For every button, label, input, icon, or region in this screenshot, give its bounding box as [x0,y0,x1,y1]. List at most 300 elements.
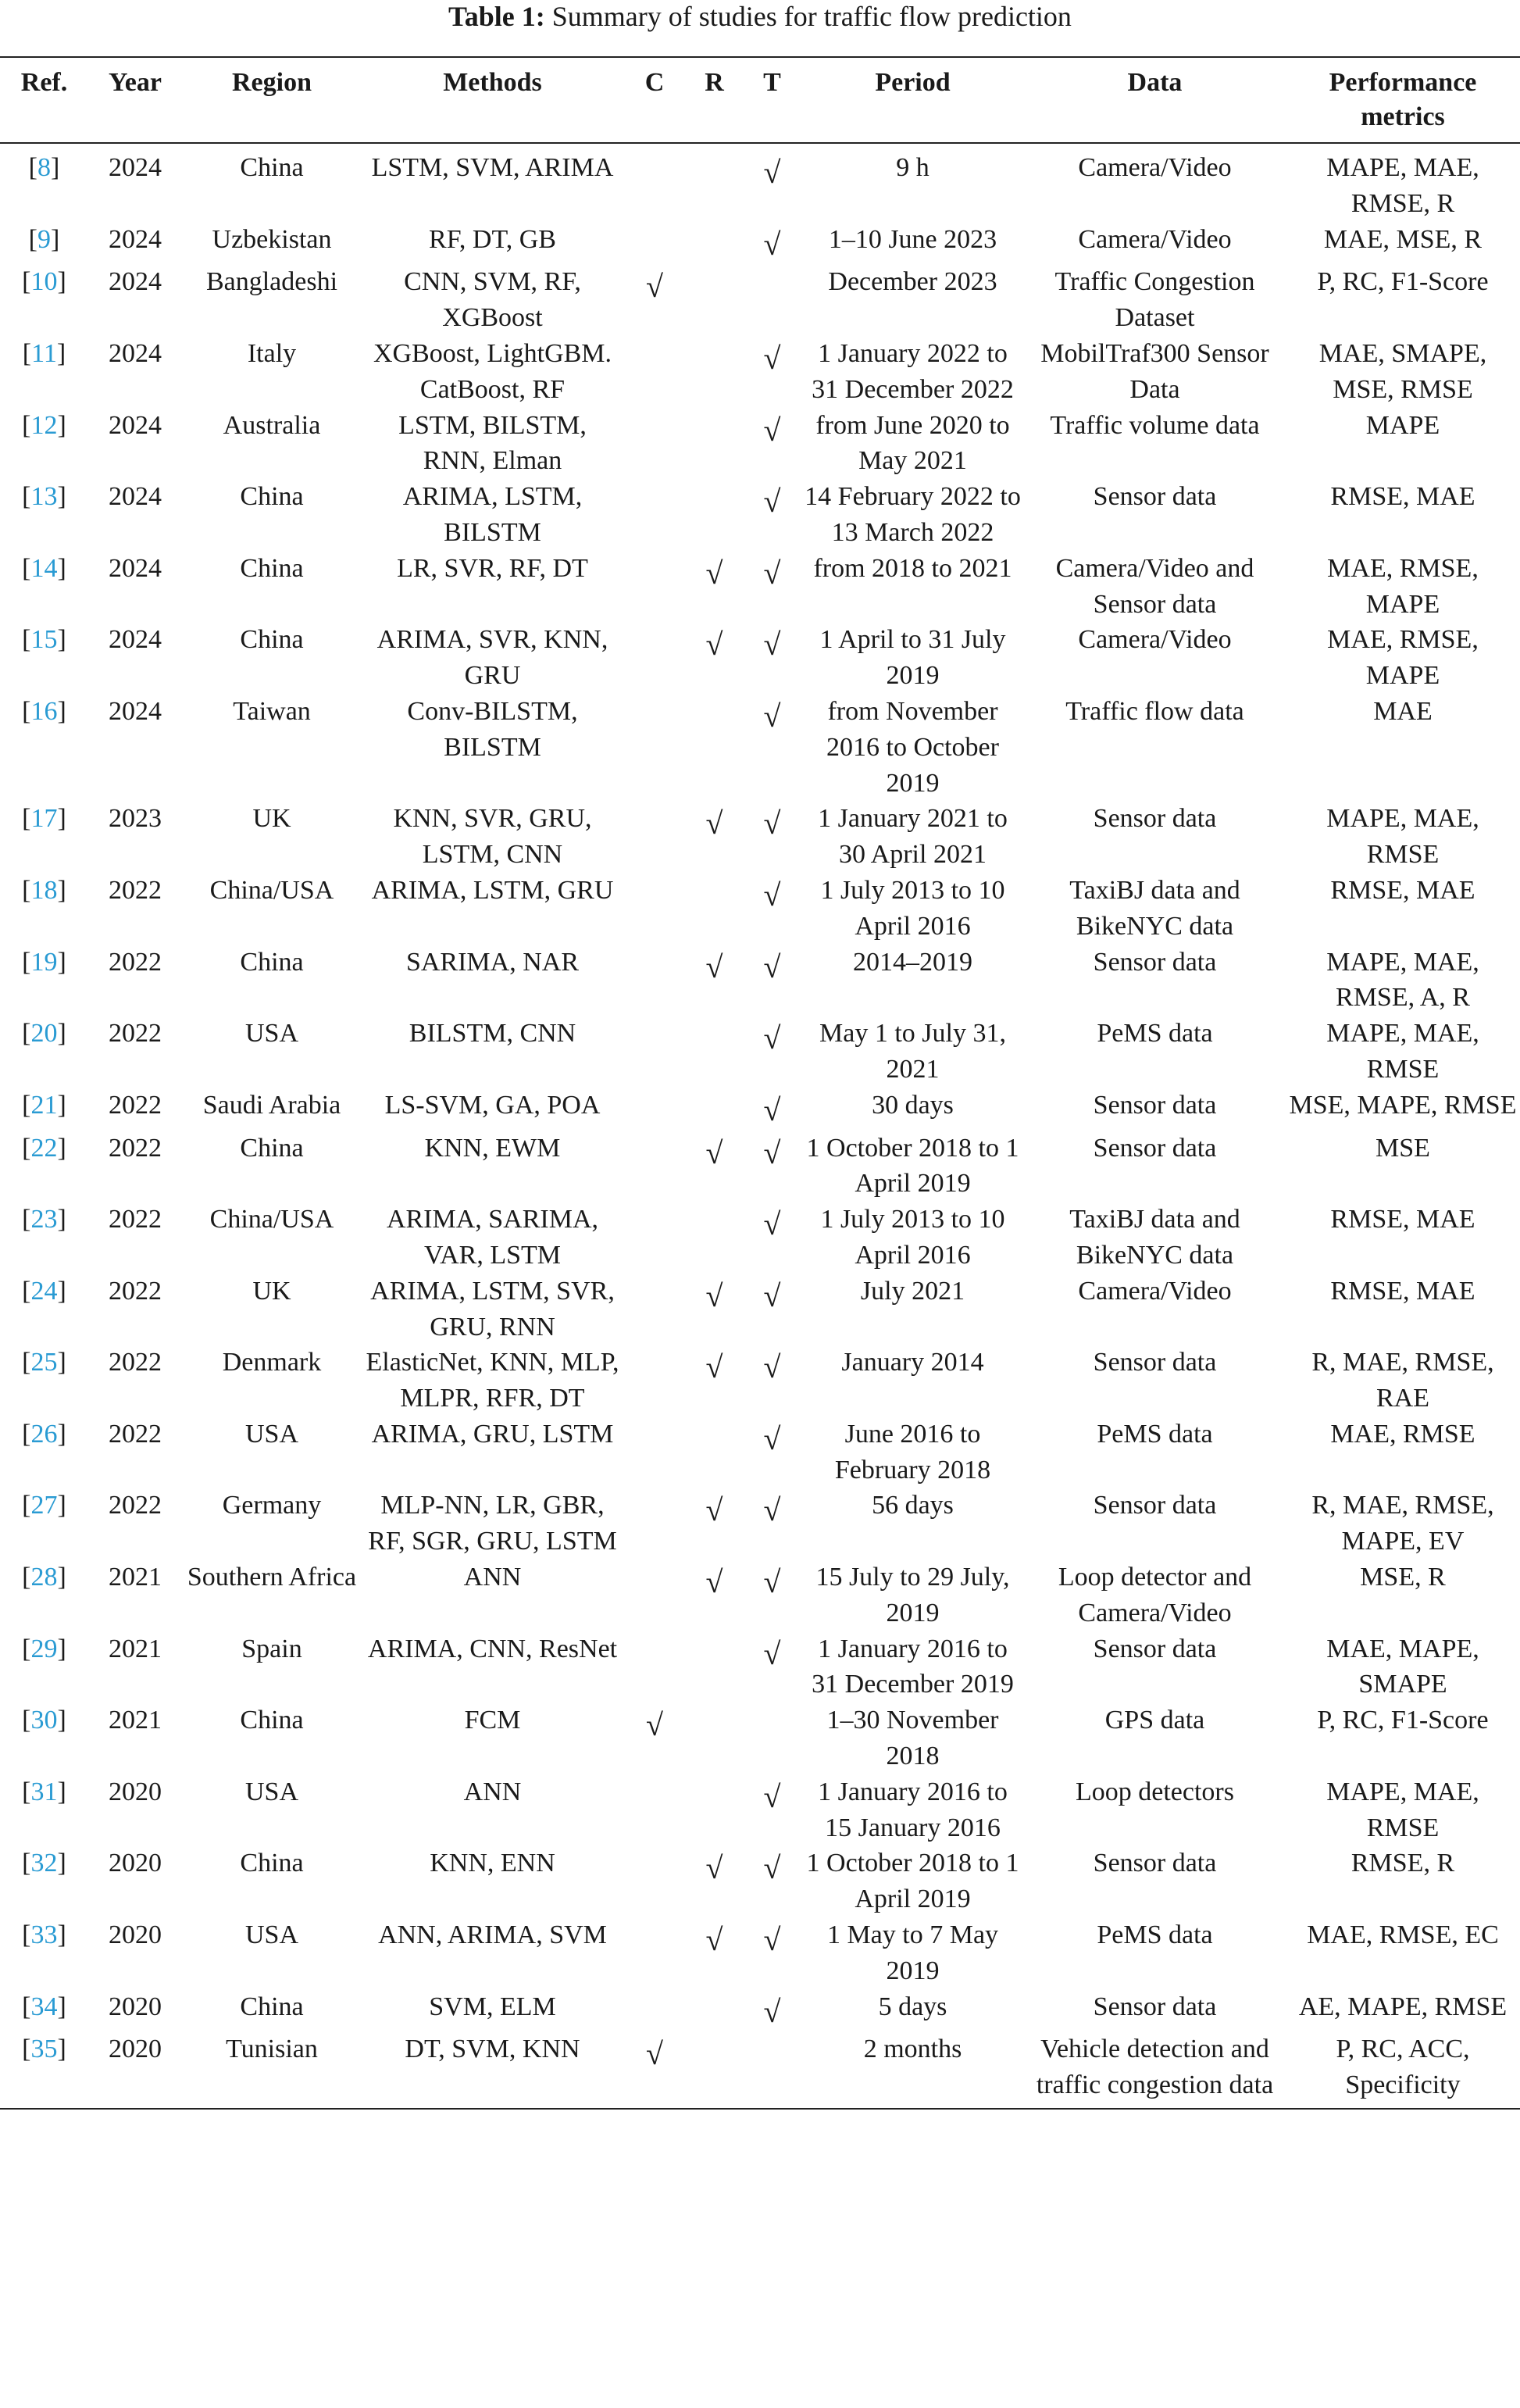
cell-r [686,551,743,623]
cell-ref: [29] [22,1634,66,1663]
cell-methods: ARIMA, LSTM, BILSTM [402,482,583,547]
checkmark-icon: √ [763,1277,781,1313]
checkmark-icon: √ [705,1134,723,1170]
cell-performance-metrics: MAPE, MAE, RMSE [1326,1777,1479,1842]
checkmark-icon: √ [763,1091,781,1127]
table-row [0,1702,1520,1774]
cell-c [623,1631,686,1703]
reference-link[interactable]: 18 [30,875,58,905]
cell-year: 2022 [109,1419,162,1449]
cell-period: from June 2020 to May 2021 [815,410,1010,476]
cell-t [743,2031,801,2109]
cell-region: Taiwan [233,696,311,726]
reference-link[interactable]: 8 [37,153,51,182]
cell-year: 2024 [109,410,162,440]
cell-ref: [35] [22,2035,66,2064]
checkmark-icon: √ [763,1206,781,1242]
cell-r [686,694,743,801]
reference-link[interactable]: 29 [30,1634,58,1663]
cell-period: 5 days [878,1992,947,2021]
cell-period: 1 October 2018 to 1 April 2019 [806,1133,1019,1199]
cell-ref: [28] [22,1563,66,1592]
cell-data: PeMS data [1097,1419,1213,1449]
cell-methods: LSTM, SVM, ARIMA [371,153,614,182]
cell-r [686,1488,743,1559]
cell-data: Sensor data [1093,1634,1217,1663]
cell-performance-metrics: MAE, RMSE, MAPE [1327,625,1479,691]
cell-period: 1 January 2022 to 31 December 2022 [812,338,1014,404]
cell-period: June 2016 to February 2018 [834,1419,991,1484]
cell-year: 2022 [109,1348,162,1377]
cell-ref: [17] [22,804,66,834]
cell-year: 2024 [109,338,162,368]
table-row [0,1845,1520,1917]
caption-text: Summary of studies for traffic flow prediction [551,1,1072,32]
cell-ref: [15] [22,625,66,655]
cell-methods: KNN, SVR, GRU, LSTM, CNN [393,804,592,870]
cell-region: USA [244,1777,299,1806]
cell-year: 2024 [109,696,162,726]
checkmark-icon: √ [763,1420,781,1456]
cell-c [623,1488,686,1559]
cell-performance-metrics: R, MAE, RMSE, MAPE, EV [1311,1491,1494,1556]
cell-period: 2014–2019 [853,947,972,977]
table-row [0,2031,1520,2109]
reference-link[interactable]: 21 [30,1090,58,1120]
checkmark-icon: √ [705,555,723,591]
cell-methods: ARIMA, SARIMA, VAR, LSTM [386,1205,599,1270]
cell-region: USA [244,1019,299,1049]
cell-methods: DT, SVM, KNN [405,2035,580,2064]
checkmark-icon: √ [763,226,781,262]
checkmark-icon: √ [705,1564,723,1600]
cell-c [623,1131,686,1202]
cell-r [686,336,743,408]
cell-ref: [24] [22,1276,66,1306]
cell-performance-metrics: MAE [1373,696,1433,726]
cell-r [686,143,743,222]
cell-c [623,1088,686,1131]
table-row [0,264,1520,336]
header-t: T [763,68,781,97]
cell-performance-metrics: MAE, RMSE, EC [1307,1920,1499,1950]
cell-c [623,1202,686,1274]
cell-methods: KNN, EWM [424,1133,561,1163]
cell-data: Sensor data [1093,1491,1217,1520]
checkmark-icon: √ [763,1993,781,2029]
header-c: C [644,68,665,97]
cell-r [686,408,743,480]
cell-ref: [14] [22,553,66,583]
cell-region: China [240,947,304,977]
cell-r [686,264,743,336]
cell-t [743,222,801,265]
reference-link[interactable]: 30 [30,1706,58,1735]
table-row [0,1016,1520,1088]
cell-c [623,264,686,336]
cell-period: July 2021 [860,1276,965,1306]
cell-region: China/USA [209,1205,334,1234]
cell-data: Loop detectors [1076,1777,1234,1806]
cell-region: Tunisian [226,2035,318,2064]
cell-ref: [12] [22,410,66,440]
checkmark-icon: √ [763,412,781,448]
cell-period: 1 April to 31 July 2019 [819,625,1006,691]
cell-year: 2022 [109,1019,162,1049]
table-row [0,408,1520,480]
cell-ref: [23] [22,1205,66,1234]
reference-link[interactable]: 16 [30,696,58,726]
cell-region: Saudi Arabia [202,1090,341,1120]
cell-year: 2024 [109,224,162,254]
header-data: Data [1127,68,1183,97]
cell-c [623,1274,686,1345]
cell-region: China [240,625,304,655]
cell-performance-metrics: MAE, RMSE, MAPE [1327,553,1479,619]
reference-link[interactable]: 15 [30,625,58,655]
cell-c [623,1016,686,1088]
cell-year: 2022 [109,1276,162,1306]
header-row [0,57,1520,143]
table-header [0,57,1520,143]
cell-c [623,2031,686,2109]
cell-t [743,801,801,873]
cell-methods: ElasticNet, KNN, MLP, MLPR, RFR, DT [366,1348,619,1413]
reference-link[interactable]: 33 [30,1920,58,1950]
cell-c [623,622,686,694]
cell-data: Sensor data [1093,1348,1217,1377]
cell-data: GPS data [1104,1706,1205,1735]
checkmark-icon: √ [705,627,723,663]
cell-methods: ANN, ARIMA, SVM [378,1920,607,1950]
cell-data: Sensor data [1093,1849,1217,1878]
table-caption [0,0,1520,33]
cell-period: 1 July 2013 to 10 April 2016 [820,875,1005,941]
checkmark-icon: √ [763,1922,781,1958]
cell-c [623,479,686,551]
cell-period: 1 July 2013 to 10 April 2016 [820,1205,1005,1270]
cell-t [743,143,801,222]
cell-year: 2024 [109,482,162,512]
cell-methods: ARIMA, LSTM, GRU [371,875,614,905]
cell-region: Spain [241,1634,302,1663]
cell-c [623,1845,686,1917]
cell-ref: [22] [22,1133,66,1163]
cell-r [686,1989,743,2032]
cell-t [743,551,801,623]
checkmark-icon: √ [763,1492,781,1528]
cell-year: 2020 [109,1777,162,1806]
checkmark-icon: √ [763,555,781,591]
cell-data: Sensor data [1093,1090,1217,1120]
cell-methods: RF, DT, GB [429,224,556,254]
checkmark-icon: √ [705,1492,723,1528]
cell-period: 15 July to 29 July, 2019 [815,1563,1010,1627]
table-row [0,1774,1520,1846]
cell-t [743,694,801,801]
reference-link[interactable]: 20 [30,1019,58,1049]
table-row [0,336,1520,408]
cell-data: Camera/Video [1078,224,1232,254]
cell-period: 1–30 November 2018 [826,1706,999,1771]
table-row [0,801,1520,873]
cell-t [743,408,801,480]
cell-period: from November 2016 to October 2019 [826,696,999,798]
cell-ref: [19] [22,947,66,977]
cell-year: 2020 [109,1849,162,1878]
table-row [0,1417,1520,1488]
cell-r [686,1131,743,1202]
cell-methods: BILSTM, CNN [409,1019,576,1049]
cell-performance-metrics: RMSE, R [1351,1849,1455,1878]
table-row [0,1917,1520,1989]
reference-link[interactable]: 19 [30,947,58,977]
cell-performance-metrics: P, RC, ACC, Specificity [1336,2035,1470,2100]
cell-region: Italy [247,338,297,368]
table-row [0,1202,1520,1274]
table-body [0,143,1520,2109]
cell-r [686,1274,743,1345]
checkmark-icon: √ [763,806,781,841]
cell-performance-metrics: MAPE, MAE, RMSE [1326,1019,1479,1084]
table-row [0,222,1520,265]
cell-t [743,1417,801,1488]
cell-year: 2022 [109,1133,162,1163]
table-row [0,479,1520,551]
cell-region: Southern Africa [187,1563,357,1592]
cell-period: May 1 to July 31, 2021 [819,1019,1006,1084]
cell-r [686,1845,743,1917]
checkmark-icon: √ [646,269,663,305]
cell-performance-metrics: MAPE, MAE, RMSE, A, R [1326,947,1479,1013]
reference-link[interactable]: 28 [30,1563,58,1592]
cell-region: China [240,1133,304,1163]
checkmark-icon: √ [763,1020,781,1056]
cell-t [743,945,801,1016]
cell-period: from 2018 to 2021 [813,553,1012,583]
reference-link[interactable]: 23 [30,1205,58,1234]
cell-performance-metrics: RMSE, MAE [1330,1276,1475,1306]
cell-t [743,873,801,945]
reference-link[interactable]: 25 [30,1348,58,1377]
cell-year: 2024 [109,267,162,297]
checkmark-icon: √ [646,1707,663,1743]
cell-period: 56 days [872,1491,954,1520]
reference-link[interactable]: 11 [31,338,57,368]
cell-year: 2022 [109,1205,162,1234]
cell-year: 2021 [109,1563,162,1592]
cell-performance-metrics: MSE, R [1360,1563,1446,1592]
cell-data: PeMS data [1097,1920,1213,1950]
checkmark-icon: √ [646,2036,663,2072]
cell-t [743,1274,801,1345]
header-r: R [705,68,724,97]
cell-performance-metrics: MSE [1375,1133,1430,1163]
reference-link[interactable]: 12 [30,410,58,440]
cell-t [743,1774,801,1846]
cell-region: Australia [223,410,321,440]
cell-period: 30 days [872,1090,954,1120]
reference-link[interactable]: 10 [30,267,58,297]
cell-c [623,1774,686,1846]
checkmark-icon: √ [763,627,781,663]
cell-period: 1 January 2016 to 31 December 2019 [812,1634,1014,1699]
cell-data: PeMS data [1097,1019,1213,1049]
cell-r [686,1345,743,1417]
cell-ref: [30] [22,1706,66,1735]
table-row [0,694,1520,801]
cell-r [686,1088,743,1131]
cell-region: China [240,482,304,512]
cell-data: Camera/Video [1078,625,1232,655]
cell-performance-metrics: MAE, MAPE, SMAPE [1326,1634,1479,1699]
cell-methods: LS-SVM, GA, POA [384,1090,601,1120]
cell-methods: ANN [463,1563,522,1592]
checkmark-icon: √ [705,1349,723,1385]
checkmark-icon: √ [763,1349,781,1385]
cell-year: 2022 [109,947,162,977]
table-row [0,143,1520,222]
reference-link[interactable]: 31 [30,1777,58,1806]
cell-data: TaxiBJ data and BikeNYC data [1069,1205,1240,1270]
cell-ref: [27] [22,1491,66,1520]
reference-link[interactable]: 34 [30,1992,58,2021]
cell-t [743,1559,801,1631]
cell-methods: SARIMA, NAR [405,947,580,977]
cell-methods: ARIMA, GRU, LSTM [371,1419,614,1449]
cell-ref: [13] [22,482,66,512]
reference-link[interactable]: 32 [30,1849,58,1878]
cell-r [686,1631,743,1703]
cell-performance-metrics: MSE, MAPE, RMSE [1289,1090,1517,1120]
header-methods: Methods [443,68,542,97]
cell-period: 1 January 2016 to 15 January 2016 [818,1777,1008,1842]
cell-methods: MLP-NN, LR, GBR, RF, SGR, GRU, LSTM [368,1491,617,1556]
cell-ref: [8] [28,153,60,182]
cell-region: China [240,553,304,583]
cell-t [743,1202,801,1274]
cell-performance-metrics: RMSE, MAE [1330,875,1475,905]
cell-data: Traffic Congestion Dataset [1054,267,1255,333]
cell-performance-metrics: P, RC, F1-Score [1317,267,1489,297]
table-row [0,1559,1520,1631]
cell-methods: Conv-BILSTM, BILSTM [407,696,578,762]
cell-period: 2 months [863,2035,962,2064]
cell-methods: ANN [463,1777,522,1806]
cell-performance-metrics: MAPE, MAE, RMSE [1326,804,1479,870]
cell-c [623,1417,686,1488]
cell-performance-metrics: MAE, SMAPE, MSE, RMSE [1318,338,1487,404]
cell-region: USA [244,1419,299,1449]
cell-methods: LSTM, BILSTM, RNN, Elman [398,410,587,476]
cell-ref: [21] [22,1090,66,1120]
cell-ref: [20] [22,1019,66,1049]
cell-ref: [18] [22,875,66,905]
reference-link[interactable]: 26 [30,1419,58,1449]
cell-year: 2020 [109,2035,162,2064]
cell-data: MobilTraf300 Sensor Data [1040,338,1269,404]
reference-link[interactable]: 13 [30,482,58,512]
cell-t [743,1989,801,2032]
cell-c [623,551,686,623]
reference-link[interactable]: 9 [37,224,51,254]
table-row [0,873,1520,945]
reference-link[interactable]: 14 [30,553,58,583]
cell-ref: [31] [22,1777,66,1806]
cell-period: 1 October 2018 to 1 April 2019 [806,1849,1019,1914]
cell-r [686,1917,743,1989]
header-period: Period [875,68,951,97]
cell-period: 1 January 2021 to 30 April 2021 [818,804,1008,870]
cell-c [623,945,686,1016]
cell-period: January 2014 [841,1348,984,1377]
reference-link[interactable]: 17 [30,804,58,834]
cell-performance-metrics: RMSE, MAE [1330,1205,1475,1234]
checkmark-icon: √ [705,1277,723,1313]
cell-r [686,801,743,873]
cell-period: 14 February 2022 to 13 March 2022 [805,482,1021,547]
cell-region: UK [252,1276,291,1306]
cell-r [686,945,743,1016]
cell-c [623,1345,686,1417]
cell-c [623,873,686,945]
cell-region: China [240,1706,304,1735]
cell-r [686,1702,743,1774]
cell-year: 2024 [109,625,162,655]
summary-table [0,56,1520,2110]
cell-t [743,1488,801,1559]
cell-r [686,2031,743,2109]
cell-c [623,1702,686,1774]
cell-data: Sensor data [1093,947,1217,977]
cell-year: 2022 [109,1491,162,1520]
cell-performance-metrics: MAPE, MAE, RMSE, R [1326,153,1479,218]
reference-link[interactable]: 22 [30,1133,58,1163]
reference-link[interactable]: 35 [30,2035,58,2064]
reference-link[interactable]: 27 [30,1491,58,1520]
cell-year: 2023 [109,804,162,834]
cell-data: Sensor data [1093,1133,1217,1163]
cell-c [623,222,686,265]
header-ref: Ref. [20,68,68,97]
checkmark-icon: √ [763,484,781,520]
cell-c [623,1989,686,2032]
checkmark-icon: √ [763,877,781,913]
cell-performance-metrics: RMSE, MAE [1330,482,1475,512]
cell-t [743,1016,801,1088]
cell-t [743,1131,801,1202]
cell-region: UK [252,804,291,834]
cell-region: USA [244,1920,299,1950]
header-region: Region [232,68,312,97]
header-performance-metrics: Performance metrics [1329,68,1477,131]
cell-year: 2024 [109,553,162,583]
cell-ref: [34] [22,1992,66,2021]
cell-data: Camera/Video [1078,1276,1232,1306]
cell-ref: [11] [22,338,66,368]
checkmark-icon: √ [763,949,781,984]
reference-link[interactable]: 24 [30,1276,58,1306]
checkmark-icon: √ [763,1778,781,1814]
table-row [0,1131,1520,1202]
cell-methods: XGBoost, LightGBM. CatBoost, RF [373,338,612,404]
cell-methods: CNN, SVM, RF, XGBoost [404,267,581,333]
cell-region: China [240,1992,304,2021]
cell-ref: [9] [28,224,60,254]
cell-region: Bangladeshi [205,267,338,297]
cell-region: China [240,153,304,182]
cell-data: Loop detector and Camera/Video [1058,1563,1252,1627]
